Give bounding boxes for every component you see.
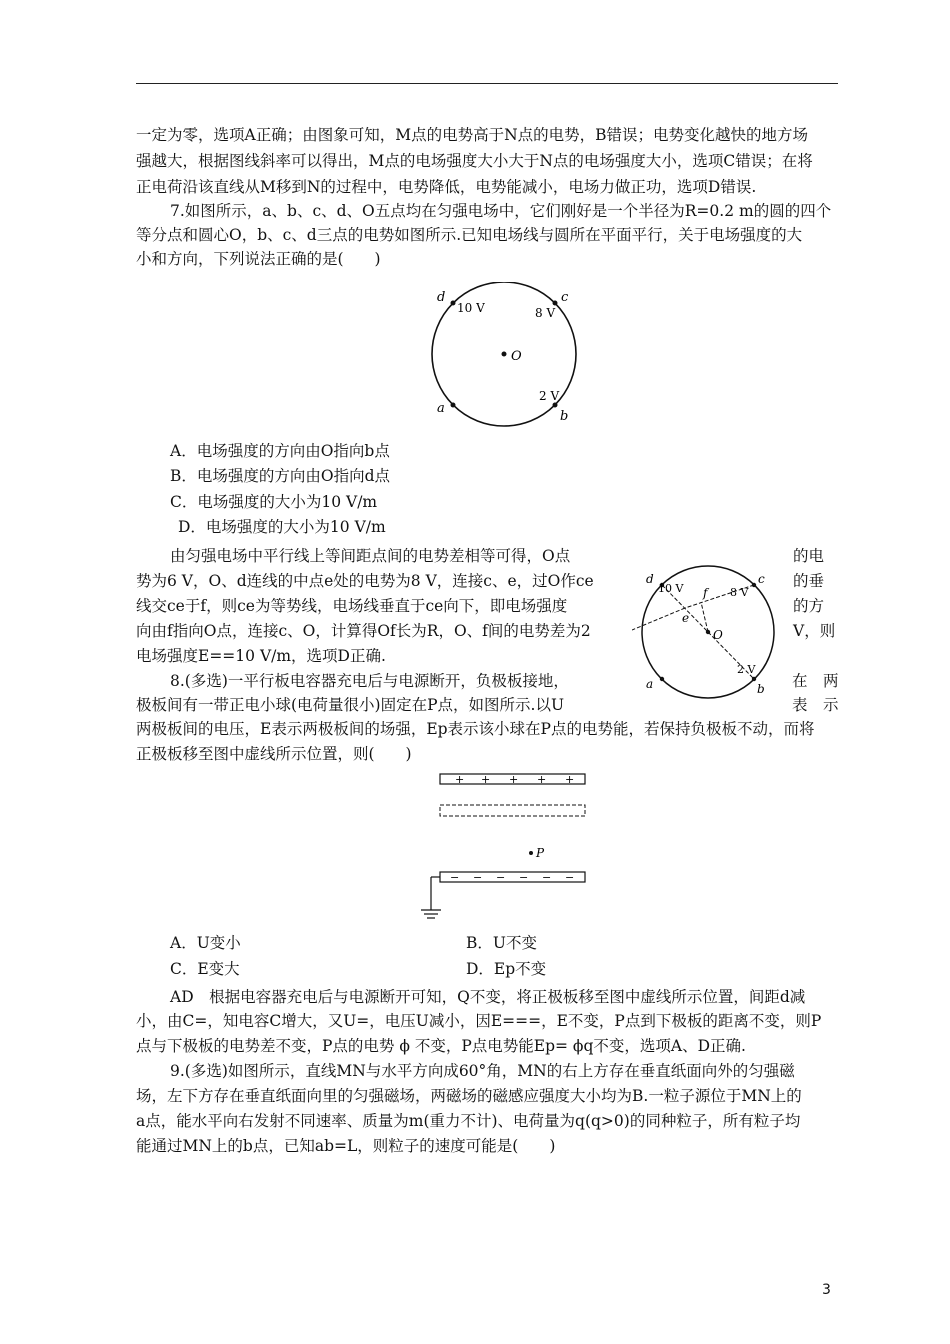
option-c: C．电场强度的大小为10 V/m: [170, 493, 378, 511]
solution-7-line: 电场强度E==10 V/m，选项D正确.: [136, 647, 386, 665]
line-o-f: [701, 602, 708, 632]
label-c: c: [758, 572, 765, 586]
potential-c: 8 V: [730, 586, 749, 599]
text-line: 一定为零，选项A正确；由图象可知，M点的电势高于N点的电势，B错误；电势变化越快的地方场: [136, 126, 809, 144]
question-7-stem: 7.如图所示，a、b、c、d、O五点均在匀强电场中，它们刚好是一个半径为R=0.2 m的圆的四个: [170, 202, 832, 220]
label-o: O: [713, 628, 723, 642]
point-b: [752, 677, 756, 681]
label-b: b: [560, 409, 569, 424]
line-ce-extension: [632, 608, 685, 630]
center-dot: [706, 630, 710, 634]
point-c: [553, 301, 558, 306]
solution-8-line: AD 根据电容器充电后与电源断开可知，Q不变，将正极板移至图中虚线所示位置，间距d减: [170, 988, 806, 1006]
question-9-stem: 能通过MN上的b点，已知ab=L，则粒子的速度可能是( ): [136, 1137, 556, 1155]
option-b: B．U不变: [466, 934, 537, 952]
solution-7-line: V，则: [793, 622, 836, 640]
question-9-stem: a点，能水平向右发射不同速率、质量为m(重力不计)、电荷量为q(q>0)的同种粒子，所有粒子均: [136, 1112, 801, 1130]
solution-7-line: 的电: [793, 547, 825, 565]
question-8-stem: 极板间有一带正电小球(电荷量很小)固定在P点，如图所示.以U: [136, 696, 565, 714]
solution-7-line: 线交ce于f，则ce为等势线，电场线垂直于ce向下，即电场强度: [136, 597, 568, 615]
plus-sign: +: [455, 773, 465, 786]
potential-d: 10 V: [457, 301, 485, 315]
point-c: [752, 583, 756, 587]
question-8-stem: 表 示: [792, 696, 839, 714]
minus-sign: −: [519, 871, 529, 884]
label-d: d: [437, 290, 446, 305]
potential-d: 10 V: [658, 582, 684, 595]
label-a: a: [646, 677, 654, 691]
potential-b: 2 V: [539, 389, 560, 403]
question-8-stem: 两极板间的电压，E表示两极板间的场强，Ep表示该小球在P点的电势能，若保持负极板不动，而将: [136, 720, 815, 738]
plus-sign: +: [565, 773, 575, 786]
potential-b: 2 V: [737, 663, 756, 676]
plus-sign: +: [537, 773, 547, 786]
header-rule: [136, 83, 838, 84]
label-c: c: [561, 290, 569, 305]
label-f: f: [703, 586, 708, 600]
point-b: [553, 403, 558, 408]
question-7-stem: 小和方向，下列说法正确的是( ): [136, 250, 381, 268]
minus-sign: −: [496, 871, 506, 884]
solution-7-line: 的方: [793, 597, 825, 615]
center-dot: [502, 352, 507, 357]
label-e: e: [682, 611, 690, 625]
solution-8-line: 小，由C=，知电容C增大，又U=，电压U减小，因E===，E不变，P点到下极板的距离不变，则P: [136, 1012, 822, 1030]
label-b: b: [757, 682, 765, 696]
point-d: [451, 301, 456, 306]
question-8-stem: 正极板移至图中虚线所示位置，则( ): [136, 745, 412, 763]
question-9-stem: 场，左下方存在垂直纸面向里的匀强磁场，两磁场的磁感应强度大小均为B.一粒子源位于MN上的: [136, 1087, 802, 1105]
option-c: C．E变大: [170, 960, 240, 978]
option-b: B．电场强度的方向由O指向d点: [170, 467, 391, 485]
minus-sign: −: [473, 871, 483, 884]
option-a: A．电场强度的方向由O指向b点: [170, 442, 390, 460]
option-d: D．电场强度的大小为10 V/m: [178, 518, 386, 536]
solution-7-line: 势为6 V，O、d连线的中点e处的电势为8 V，连接c、e，过O作ce: [136, 572, 594, 590]
moved-plate-dashed: [440, 805, 585, 816]
question-8-stem: 在 两: [792, 672, 839, 690]
capacitor-figure: [415, 768, 595, 924]
question-9-stem: 9.(多选)如图所示，直线MN与水平方向成60°角，MN的右上方存在垂直纸面向外的匀强磁: [170, 1062, 795, 1080]
option-d: D．Ep不变: [466, 960, 547, 978]
negative-plate: [440, 872, 585, 882]
solution-figure: [632, 562, 792, 702]
label-d: d: [646, 572, 654, 586]
page-number: 3: [822, 1282, 831, 1298]
question-7-stem: 等分点和圆心O，b、c、d三点的电势如图所示.已知电场线与圆所在平面平行，关于电场强度的大: [136, 226, 803, 244]
label-o: O: [511, 349, 522, 364]
point-p: [529, 851, 533, 855]
point-a: [451, 403, 456, 408]
solution-7-line: 向由f指向O点，连接c、O，计算得Of长为R，O、f间的电势差为2: [136, 622, 591, 640]
label-p: P: [536, 846, 545, 860]
point-a: [660, 677, 664, 681]
potential-c: 8 V: [535, 306, 556, 320]
plus-sign: +: [509, 773, 519, 786]
minus-sign: −: [565, 871, 575, 884]
text-line: 强越大，根据图线斜率可以得出，M点的电场强度大小大于N点的电场强度大小，选项C错误；在将: [136, 152, 813, 170]
label-a: a: [437, 401, 445, 416]
plus-sign: +: [481, 773, 491, 786]
question-8-stem: 8.(多选)一平行板电容器充电后与电源断开，负极板接地，: [170, 672, 569, 690]
solution-7-line: 的垂: [793, 572, 825, 590]
solution-7-line: 由匀强电场中平行线上等间距点间的电势差相等可得，O点: [170, 547, 571, 565]
minus-sign: −: [542, 871, 552, 884]
option-a: A．U变小: [170, 934, 241, 952]
minus-sign: −: [450, 871, 460, 884]
solution-8-line: 点与下极板的电势差不变，P点的电势 ϕ 不变，P点电势能Ep= ϕq不变，选项A、D正确.: [136, 1037, 746, 1055]
text-line: 正电荷沿该直线从M移到N的过程中，电势降低，电势能减小，电场力做正功，选项D错误.: [136, 178, 757, 196]
circle-figure: [415, 282, 595, 432]
